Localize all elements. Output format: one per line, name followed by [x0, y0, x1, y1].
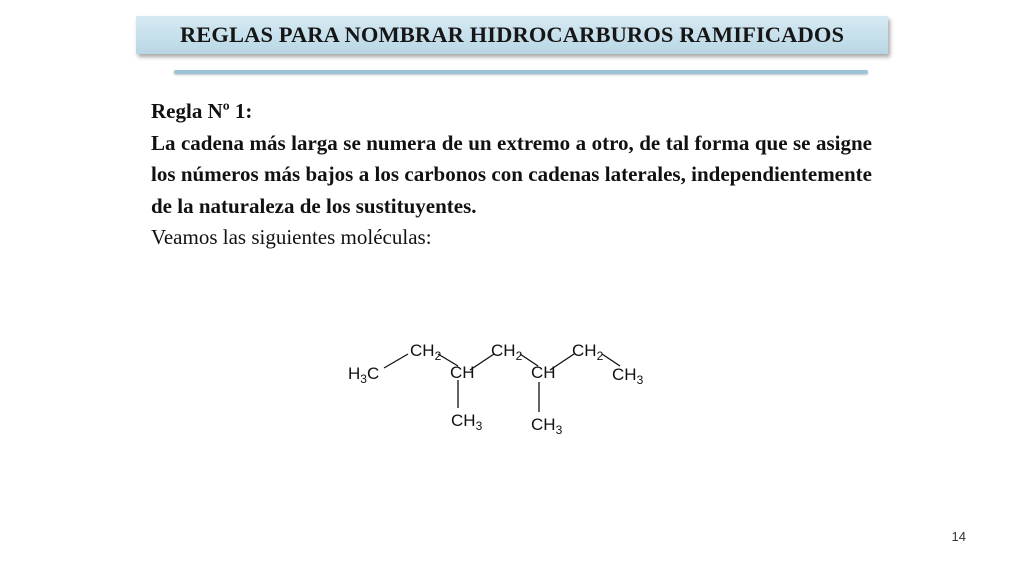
group-ch3-branch-2: $CH_3$ [531, 415, 563, 437]
group-ch3-end: $CH_3$ [612, 365, 644, 387]
slide-title: REGLAS PARA NOMBRAR HIDROCARBUROS RAMIFICADOS [179, 22, 845, 47]
title-banner [136, 16, 888, 54]
group-ch3-branch-1: $CH_3$ [451, 411, 483, 433]
page-number: 14 [951, 529, 966, 544]
title-underline [174, 70, 868, 74]
group-ch-2: CH [531, 363, 556, 382]
molecule-diagram [340, 330, 670, 440]
group-ch-1: CH [450, 363, 475, 382]
rule-heading: Regla Nº 1: [151, 99, 253, 123]
body-text-block [151, 96, 872, 254]
molecules-intro: Veamos las siguientes moléculas: [151, 225, 432, 249]
group-h3c: $H_3C$ [348, 364, 380, 386]
rule-description: La cadena más larga se numera de un extremo a otro, de tal forma que se asigne los números más bajos a los carbonos con cadenas laterales, independientemente de la naturaleza de los sustituyentes. [151, 130, 872, 218]
bond-h3c-ch2 [384, 354, 408, 368]
group-ch2-1: $CH_2$ [410, 341, 442, 363]
group-ch2-3: $CH_2$ [572, 341, 604, 363]
molecule-structure [340, 330, 670, 440]
group-ch2-2: $CH_2$ [491, 341, 523, 363]
